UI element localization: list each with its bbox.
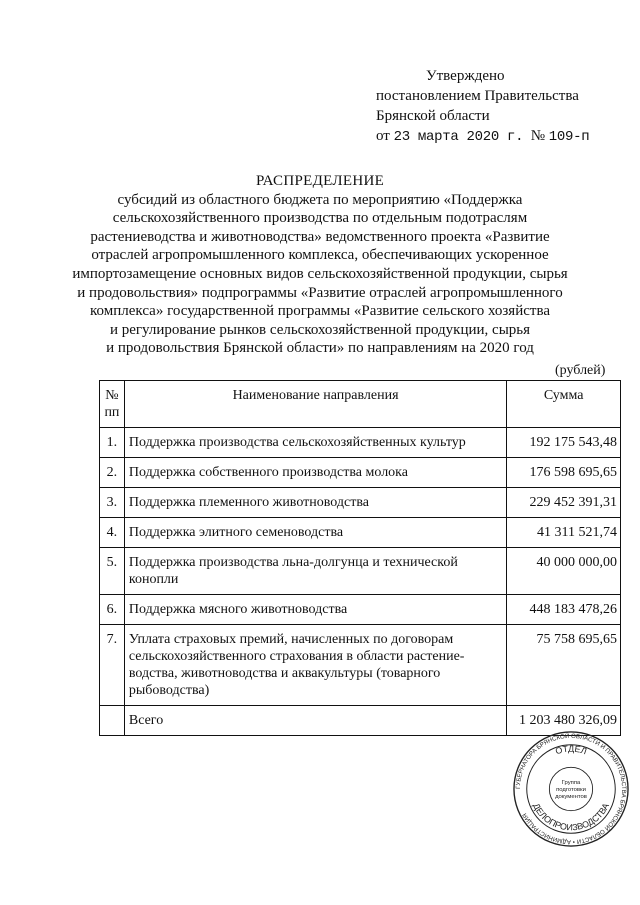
approved-label: Утверждено: [426, 68, 505, 84]
table-row: [100, 428, 621, 458]
row-sum: 448 183 478,26: [507, 595, 621, 625]
stamp-outer-text: ГУБЕРНАТОРА БРЯНСКОЙ ОБЛАСТИ И ПРАВИТЕЛЬСТВА БРЯНСКОЙ ОБЛАСТИ • АДМИНИСТРАЦИЯ: [514, 732, 628, 846]
row-name: Поддержка производства сельскохозяйственных культур: [124, 428, 506, 458]
row-num: 4.: [100, 518, 125, 548]
total-sum: 1 203 480 326,09: [507, 706, 621, 736]
table-row: [100, 548, 621, 595]
row-name: Поддержка производства льна-долгунца и технической конопли: [124, 548, 506, 595]
stamp-center-line: Группа: [561, 780, 581, 787]
stamp-center-line: подготовки: [556, 786, 586, 793]
title-line: и продовольствия» подпрограммы «Развитие отраслей агропромышленного: [77, 284, 563, 301]
row-name: Поддержка элитного семеноводства: [124, 518, 506, 548]
row-num: 2.: [100, 458, 125, 488]
table-row: [100, 518, 621, 548]
row-name: Уплата страховых премий, начисленных по договорам сельскохозяйственного страхования в области растение-водства, животноводства и аквакультуры (товарного рыбоводства): [124, 625, 506, 706]
official-stamp: [512, 730, 630, 848]
row-sum: 176 598 695,65: [507, 458, 621, 488]
stamp-inner-bottom: ДЕЛОПРОИЗВОДСТВА: [531, 801, 611, 833]
approval-date-line: [376, 126, 589, 147]
row-name: Поддержка мясного животноводства: [124, 595, 506, 625]
approval-number: 109-п: [548, 129, 590, 145]
title-line: импортозамещение основных видов сельскохозяйственной продукции, сырья: [72, 265, 568, 282]
row-num: 6.: [100, 595, 125, 625]
approved-by-label: постановлением Правительства: [376, 88, 579, 104]
row-name: Поддержка собственного производства молока: [124, 458, 506, 488]
col-header-sum: Сумма: [507, 381, 621, 428]
table-row: [100, 625, 621, 706]
row-num: 1.: [100, 428, 125, 458]
stamp-inner-top: ОТДЕЛ: [554, 743, 589, 757]
title-line: и регулирование рынков сельскохозяйственной продукции, сырья: [109, 321, 531, 338]
row-sum: 41 311 521,74: [507, 518, 621, 548]
row-num: 5.: [100, 548, 125, 595]
currency-unit: (рублей): [555, 363, 606, 378]
date-prefix: от: [376, 128, 390, 144]
title-line: субсидий из областного бюджета по мероприятию «Поддержка: [117, 191, 523, 208]
table-row: [100, 488, 621, 518]
row-sum: 40 000 000,00: [507, 548, 621, 595]
stamp-center-line: документов: [555, 793, 587, 800]
col-header-num: № пп: [100, 381, 125, 428]
subsidy-table: [99, 380, 621, 736]
row-sum: 192 175 543,48: [507, 428, 621, 458]
title-line: растениеводства и животноводства» ведомственного проекта «Развитие: [90, 228, 550, 245]
table-row: [100, 458, 621, 488]
title-heading: РАСПРЕДЕЛЕНИЕ: [255, 173, 385, 189]
col-header-name: Наименование направления: [124, 381, 506, 428]
number-prefix: №: [530, 128, 546, 144]
row-sum: 229 452 391,31: [507, 488, 621, 518]
title-line: сельскохозяйственного производства по отдельным подотраслям: [112, 210, 528, 227]
total-label: Всего: [124, 706, 506, 736]
row-num: 3.: [100, 488, 125, 518]
approved-region-label: Брянской области: [376, 108, 490, 124]
document-title: [40, 172, 600, 358]
row-sum: 75 758 695,65: [507, 625, 621, 706]
title-line: комплекса» государственной программы «Развитие сельского хозяйства: [90, 303, 550, 320]
title-line: и продовольствия Брянской области» по направлениям на 2020 год: [106, 340, 534, 357]
total-num: [100, 706, 125, 736]
row-num: 7.: [100, 625, 125, 706]
table-row: [100, 595, 621, 625]
title-line: отраслей агропромышленного комплекса, обеспечивающих ускоренное: [91, 247, 549, 264]
approval-block: [376, 66, 589, 147]
row-name: Поддержка племенного животноводства: [124, 488, 506, 518]
table-header-row: [100, 381, 621, 428]
approval-date: 23 марта 2020 г.: [393, 129, 524, 145]
